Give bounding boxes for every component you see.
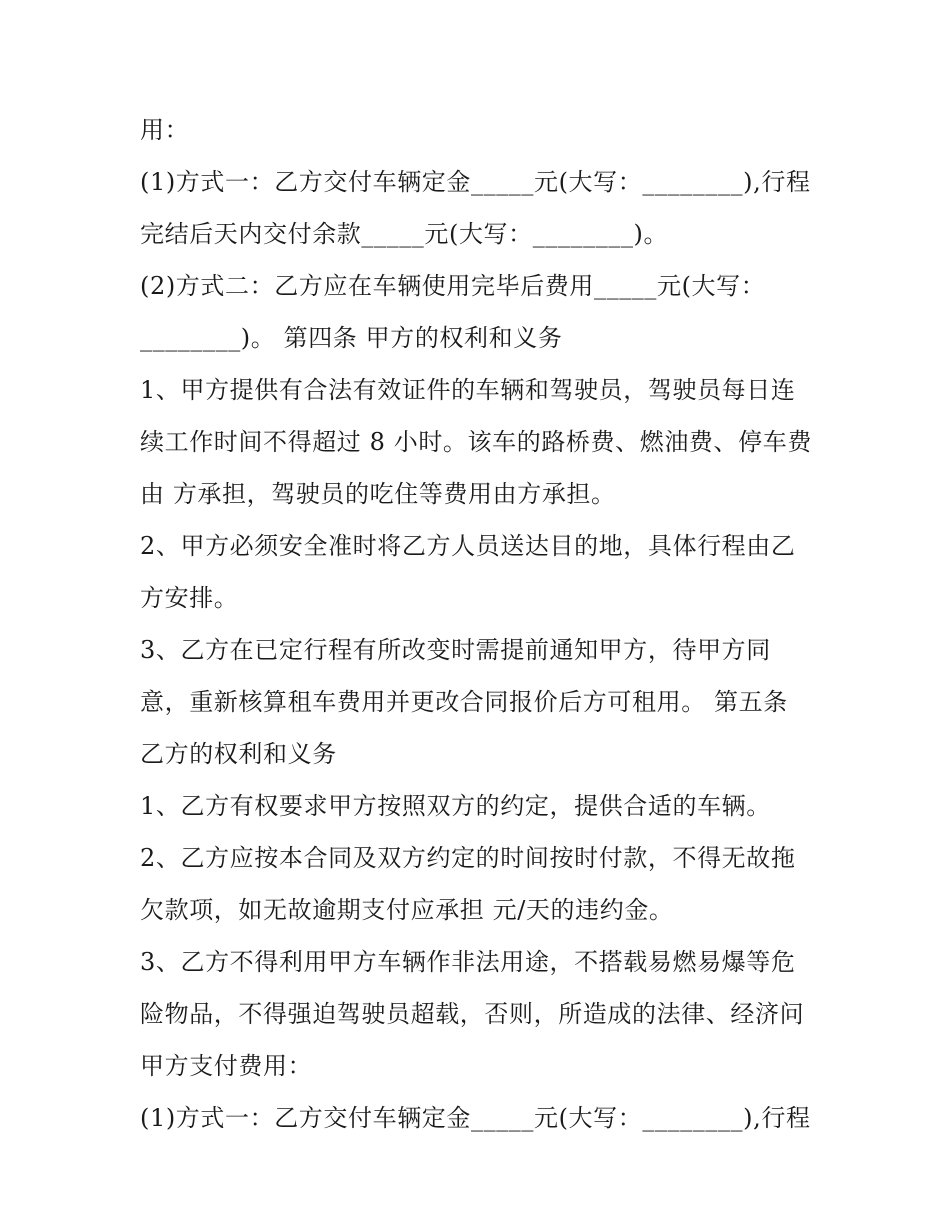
- text-line: (1)方式一：乙方交付车辆定金_____元(大写：________),行程: [140, 1104, 811, 1132]
- text-line: 由 方承担，驾驶员的吃住等费用由方承担。: [140, 480, 616, 508]
- text-line: 方安排。: [140, 584, 239, 612]
- text-line: 3、乙方不得利用甲方车辆作非法用途，不搭载易燃易爆等危: [140, 948, 796, 976]
- text-line: 1、甲方提供有合法有效证件的车辆和驾驶员，驾驶员每日连: [140, 376, 796, 404]
- text-line: 欠款项，如无故逾期支付应承担 元/天的违约金。: [140, 896, 674, 924]
- text-line: 用：: [140, 116, 190, 144]
- text-line: 乙方的权利和义务: [140, 740, 337, 768]
- text-line: 2、乙方应按本合同及双方约定的时间按时付款，不得无故拖: [140, 844, 796, 872]
- text-line: 甲方支付费用：: [140, 1052, 313, 1080]
- text-line: ________)。 第四条 甲方的权利和义务: [140, 324, 563, 352]
- text-line: 1、乙方有权要求甲方按照双方的约定，提供合适的车辆。: [140, 792, 771, 820]
- text-line: 续工作时间不得超过 8 小时。该车的路桥费、燃油费、停车费: [140, 428, 812, 456]
- text-line: (2)方式二：乙方应在车辆使用完毕后费用_____元(大写：: [140, 272, 766, 300]
- document-body: [140, 104, 820, 1144]
- text-line: 完结后天内交付余款_____元(大写：________)。: [140, 220, 669, 248]
- text-line: 2、甲方必须安全准时将乙方人员送达目的地，具体行程由乙: [140, 532, 796, 560]
- text-line: 意，重新核算租车费用并更改合同报价后方可租用。 第五条: [140, 688, 788, 716]
- text-line: 险物品，不得强迫驾驶员超载，否则，所造成的法律、经济问: [140, 1000, 805, 1028]
- text-line: 3、乙方在已定行程有所改变时需提前通知甲方，待甲方同: [140, 636, 771, 664]
- text-line: (1)方式一：乙方交付车辆定金_____元(大写：________),行程: [140, 168, 811, 196]
